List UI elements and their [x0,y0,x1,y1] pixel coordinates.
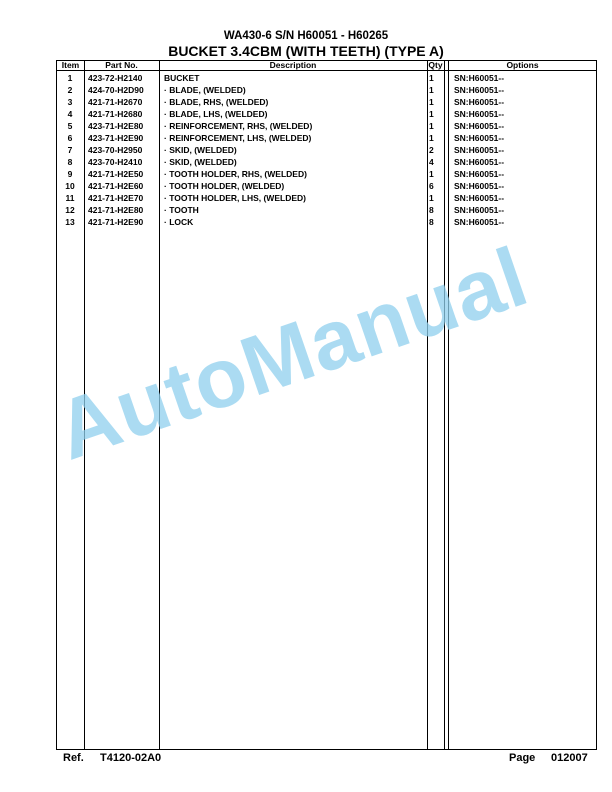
part-description: · TOOTH HOLDER, (WELDED) [164,181,285,191]
part-description: · BLADE, RHS, (WELDED) [164,97,269,107]
options-cell: SN:H60051-- [454,85,505,95]
quantity: 8 [429,217,434,227]
ref-value: T4120-02A0 [100,752,162,764]
item-number: 6 [67,133,73,143]
part-description: · BLADE, LHS, (WELDED) [164,109,268,119]
table-row [57,132,596,144]
options-cell: SN:H60051-- [454,193,505,203]
part-number: 423-71-H2E80 [88,121,144,131]
item-number: 12 [65,205,75,215]
options-cell: SN:H60051-- [454,205,505,215]
table-row [57,96,596,108]
part-description: · SKID, (WELDED) [164,157,237,167]
options-cell: SN:H60051-- [454,97,505,107]
table-row [57,84,596,96]
options-cell: SN:H60051-- [454,73,505,83]
part-number: 421-71-H2E70 [88,193,144,203]
part-number: 421-71-H2680 [88,109,143,119]
ref-label: Ref. [63,752,84,764]
part-number: 423-70-H2410 [88,157,143,167]
column-header-options: Options [506,60,539,70]
quantity: 8 [429,205,434,215]
part-description: · TOOTH HOLDER, LHS, (WELDED) [164,193,306,203]
model-serial-heading: WA430-6 S/N H60051 - H60265 [223,30,389,42]
page-number: 012007 [551,752,588,764]
part-description: · LOCK [164,217,194,227]
options-cell: SN:H60051-- [454,181,505,191]
quantity: 1 [429,133,434,143]
options-cell: SN:H60051-- [454,133,505,143]
watermark: AutoManual [44,228,540,478]
table-row [57,72,596,84]
quantity: 1 [429,73,434,83]
part-number: 421-71-H2E80 [88,205,144,215]
part-description: · SKID, (WELDED) [164,145,237,155]
item-number: 5 [67,121,73,131]
table-row [57,216,596,228]
item-number: 8 [67,157,73,167]
part-number: 423-72-H2140 [88,73,143,83]
item-number: 10 [65,181,75,191]
part-number: 423-70-H2950 [88,145,143,155]
table-row [57,192,596,204]
column-header-qty: Qty [428,60,443,70]
part-number: 421-71-H2670 [88,97,143,107]
options-cell: SN:H60051-- [454,145,505,155]
item-number: 2 [67,85,73,95]
column-header-item: Item [61,60,80,70]
table-row [57,180,596,192]
quantity: 1 [429,85,434,95]
quantity: 1 [429,109,434,119]
part-description: · REINFORCEMENT, RHS, (WELDED) [164,121,313,131]
item-number: 1 [67,73,73,83]
part-description: · TOOTH HOLDER, RHS, (WELDED) [164,169,307,179]
item-number: 4 [67,109,73,119]
column-header-part-no: Part No. [105,60,138,70]
part-number: 421-71-H2E60 [88,181,144,191]
quantity: 1 [429,169,434,179]
table-row [57,156,596,168]
options-cell: SN:H60051-- [454,217,505,227]
table-row [57,168,596,180]
item-number: 3 [67,97,73,107]
table-row [57,108,596,120]
part-number: 424-70-H2D90 [88,85,144,95]
quantity: 1 [429,193,434,203]
options-cell: SN:H60051-- [454,157,505,167]
options-cell: SN:H60051-- [454,169,505,179]
quantity: 6 [429,181,434,191]
item-number: 13 [65,217,75,227]
quantity: 1 [429,121,434,131]
item-number: 9 [67,169,73,179]
part-description: · TOOTH [164,205,199,215]
quantity: 1 [429,97,434,107]
table-row [57,204,596,216]
part-number: 423-71-H2E90 [88,133,144,143]
quantity: 2 [429,145,434,155]
item-number: 7 [67,145,73,155]
part-description: · BLADE, (WELDED) [164,85,246,95]
item-number: 11 [65,193,75,203]
page-label: Page [509,752,536,764]
page-title: BUCKET 3.4CBM (WITH TEETH) (TYPE A) [168,43,444,59]
header-divider [57,70,596,71]
quantity: 4 [429,157,434,167]
part-description: BUCKET [164,73,200,83]
column-header-description: Description [269,60,317,70]
table-row [57,120,596,132]
table-row [57,144,596,156]
options-cell: SN:H60051-- [454,121,505,131]
options-cell: SN:H60051-- [454,109,505,119]
part-description: · REINFORCEMENT, LHS, (WELDED) [164,133,312,143]
part-number: 421-71-H2E90 [88,217,144,227]
table-body [57,72,596,228]
part-number: 421-71-H2E50 [88,169,144,179]
